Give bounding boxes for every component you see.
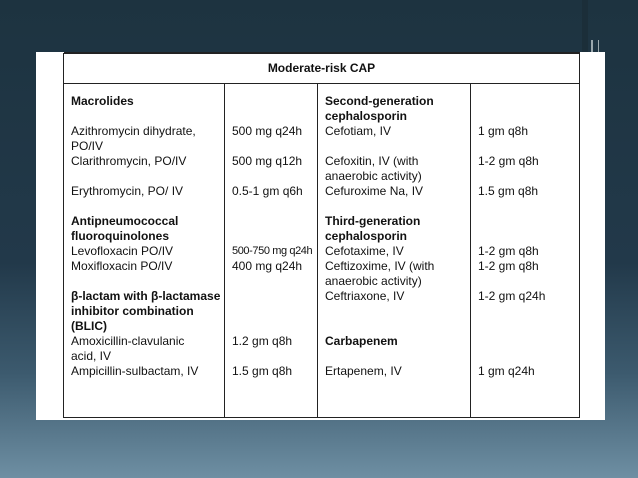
dose-value — [478, 229, 579, 244]
dose-value: 1 gm q8h — [478, 124, 529, 138]
dose-value: 1-2 gm q8h — [478, 244, 539, 258]
dose-value — [232, 289, 317, 304]
right-drug-column — [318, 84, 471, 418]
drug-name: Amoxicillin-clavulanic — [71, 334, 185, 348]
drug-name — [71, 199, 224, 214]
dose-value: 1-2 gm q24h — [478, 289, 546, 303]
drug-name: Cefoxitin, IV (with — [325, 154, 419, 168]
drug-class-heading: cephalosporin — [325, 109, 408, 123]
dose-value — [478, 319, 579, 334]
dose-value — [478, 274, 579, 289]
dose-value — [232, 109, 317, 124]
drug-class-heading: Antipneumococcal — [71, 214, 179, 228]
dose-value — [232, 169, 317, 184]
drug-name — [71, 109, 224, 124]
drug-name: Ampicillin-sulbactam, IV — [71, 364, 199, 378]
drug-name: acid, IV — [71, 349, 112, 363]
slide-canvas — [36, 52, 605, 420]
drug-table — [63, 52, 580, 418]
drug-class-heading: Second-generation — [325, 94, 434, 108]
dose-value — [232, 304, 317, 319]
drug-class-heading: (BLIC) — [71, 319, 107, 333]
dose-value: 1 gm q24h — [478, 364, 535, 378]
dose-value: 1.5 gm q8h — [232, 364, 293, 378]
dose-value — [478, 139, 579, 154]
drug-name: Ertapenem, IV — [325, 364, 402, 378]
dose-value — [478, 349, 579, 364]
drug-name: Cefotaxime, IV — [325, 244, 404, 258]
drug-name — [325, 319, 470, 334]
drug-name: Azithromycin dihydrate, — [71, 124, 196, 138]
left-drug-column — [64, 84, 225, 418]
dose-value — [232, 274, 317, 289]
dose-value: 0.5-1 gm q6h — [232, 184, 303, 198]
drug-name: anaerobic activity) — [325, 169, 422, 183]
drug-name: Ceftizoxime, IV (with — [325, 259, 435, 273]
dose-value — [478, 94, 579, 109]
dose-value: 500 mg q24h — [232, 124, 303, 138]
drug-class-heading: β-lactam with β-lactamase — [71, 289, 221, 303]
drug-name — [325, 349, 470, 364]
dose-value: 500-750 mg q24h — [232, 245, 313, 257]
dose-value — [478, 109, 579, 124]
dose-value — [232, 319, 317, 334]
table-title: Moderate-risk CAP — [64, 54, 580, 84]
drug-name: Cefotiam, IV — [325, 124, 392, 138]
dose-value: 1-2 gm q8h — [478, 154, 539, 168]
drug-name: Levofloxacin PO/IV — [71, 244, 174, 258]
dose-value — [232, 349, 317, 364]
dose-value — [478, 214, 579, 229]
dose-value: 1.2 gm q8h — [232, 334, 293, 348]
left-dose-column — [225, 84, 318, 418]
drug-name — [325, 199, 470, 214]
drug-name: Cefuroxime Na, IV — [325, 184, 424, 198]
dose-value: 400 mg q24h — [232, 259, 303, 273]
drug-class-heading: cephalosporin — [325, 229, 408, 243]
drug-name — [325, 139, 470, 154]
drug-name — [71, 274, 224, 289]
drug-name: anaerobic activity) — [325, 274, 422, 288]
dose-value — [478, 304, 579, 319]
drug-class-heading: inhibitor combination — [71, 304, 194, 318]
drug-name — [325, 304, 470, 319]
dose-value — [478, 199, 579, 214]
drug-name: Clarithromycin, PO/IV — [71, 154, 187, 168]
drug-name — [71, 169, 224, 184]
drug-name: Moxifloxacin PO/IV — [71, 259, 173, 273]
dose-value: 1-2 gm q8h — [478, 259, 539, 273]
dose-value — [232, 199, 317, 214]
table-header-row — [64, 54, 580, 84]
dose-value — [232, 229, 317, 244]
dose-value — [478, 169, 579, 184]
dose-value — [478, 334, 579, 349]
drug-class-heading: fluoroquinolones — [71, 229, 169, 243]
right-dose-column — [471, 84, 580, 418]
dose-value: 1.5 gm q8h — [478, 184, 539, 198]
drug-name: Erythromycin, PO/ IV — [71, 184, 184, 198]
accent-bar — [582, 0, 588, 54]
table-body-row — [64, 84, 580, 418]
dose-value — [232, 94, 317, 109]
drug-class-heading: Carbapenem — [325, 334, 398, 348]
dose-value — [232, 139, 317, 154]
drug-class-heading: Third-generation — [325, 214, 421, 228]
dose-value: 500 mg q12h — [232, 154, 303, 168]
drug-class-heading: Macrolides — [71, 94, 134, 108]
drug-name: Ceftriaxone, IV — [325, 289, 405, 303]
drug-name: PO/IV — [71, 139, 104, 153]
dose-value — [232, 214, 317, 229]
